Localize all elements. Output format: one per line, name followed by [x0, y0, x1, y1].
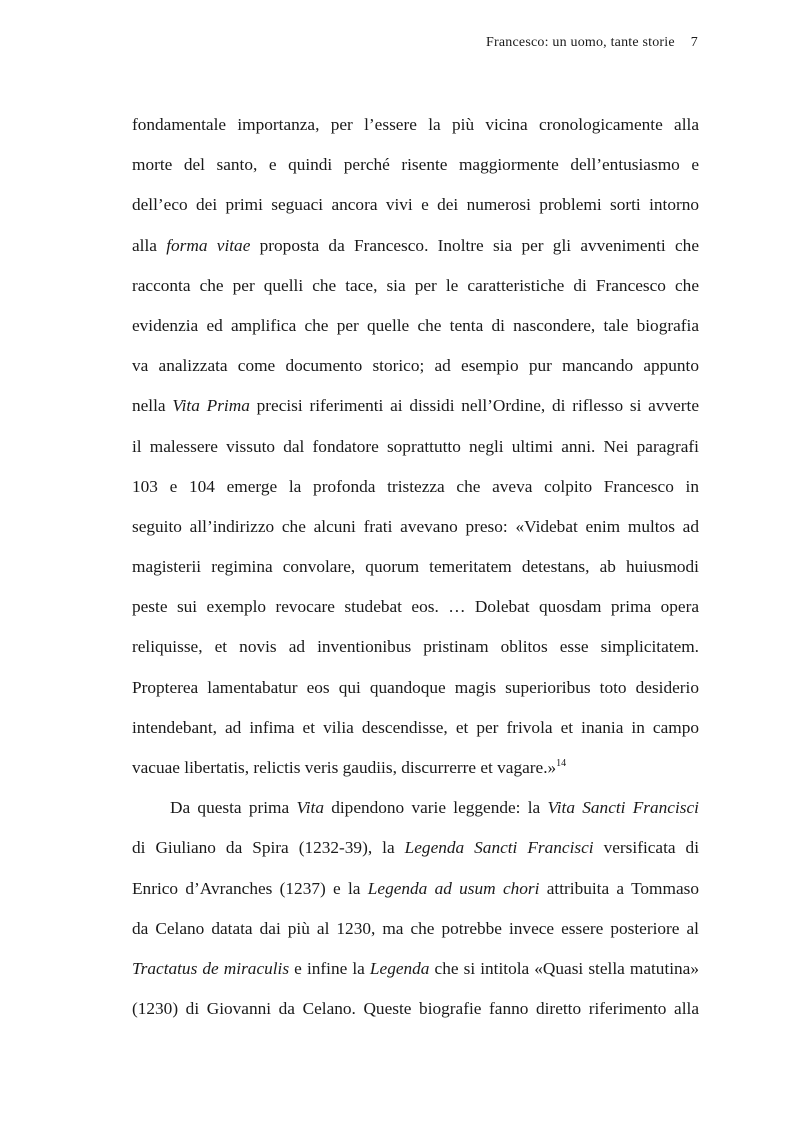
text-line: (1230) di Giovanni da Celano. Queste biografie fanno diretto riferimento alla [132, 999, 699, 1019]
italic-term: Legenda Sancti Francisci [404, 838, 594, 858]
text-line: alla forma vitae proposta da Francesco. Inoltre sia per gli avvenimenti che [132, 235, 699, 255]
text-line: evidenzia ed amplifica che per quelle che tenta di nascondere, tale biografia [132, 315, 699, 335]
text-line: seguito all’indirizzo che alcuni frati avevano preso: «Videbat enim multos ad [132, 516, 699, 536]
text-line: da Celano datata dai più al 1230, ma che potrebbe invece essere posteriore al [132, 918, 699, 938]
text-line: va analizzata come documento storico; ad esempio pur mancando appunto [132, 356, 699, 376]
text-line: Propterea lamentabatur eos qui quandoque magis superioribus toto desiderio [132, 677, 699, 697]
text-line: Enrico d’Avranches (1237) e la Legenda ad usum chori attribuita a Tommaso [132, 878, 699, 898]
text-line: nella Vita Prima precisi riferimenti ai dissidi nell’Ordine, di riflesso si avverte [132, 396, 699, 416]
text-line: Da questa prima Vita dipendono varie leggende: la Vita Sancti Francisci [170, 798, 699, 818]
text-line: magisterii regimina convolare, quorum temeritatem detestans, ab huiusmodi [132, 557, 699, 577]
paragraph-1 [132, 105, 699, 788]
running-title: Francesco: un uomo, tante storie [486, 35, 675, 50]
paragraph-2 [132, 788, 699, 1029]
italic-term: Legenda ad usum chori [367, 878, 540, 898]
text-line: 103 e 104 emerge la profonda tristezza che aveva colpito Francesco in [132, 476, 699, 496]
italic-term: Vita [296, 798, 324, 818]
text-line: fondamentale importanza, per l’essere la più vicina cronologicamente alla [132, 115, 699, 134]
text-line: morte del santo, e quindi perché risente maggiormente dell’entusiasmo e [132, 155, 699, 175]
italic-term: Vita Prima [172, 396, 250, 416]
text-line: peste sui exemplo revocare studebat eos. … Dolebat quosdam prima opera [132, 597, 699, 617]
page-number: 7 [690, 35, 698, 50]
footnote-reference[interactable]: 14 [556, 758, 567, 769]
text-line: racconta che per quelli che tace, sia per le caratteristiche di Francesco che [132, 275, 699, 295]
text-line: intendebant, ad infima et vilia descendisse, et per frivola et inania in campo [132, 717, 699, 737]
italic-term: Legenda [369, 958, 430, 978]
text-line: vacuae libertatis, relictis veris gaudiis, discurrerre et vagare.»$^{14}$ [132, 758, 567, 777]
italic-term: forma vitae [166, 235, 251, 255]
text-line: di Giuliano da Spira (1232-39), la Legenda Sancti Francisci versificata di [132, 838, 700, 858]
italic-term: Tractatus de miraculis [132, 958, 290, 978]
running-header [486, 35, 698, 51]
text-line: Tractatus de miraculis e infine la Legenda che si intitola «Quasi stella matutina» [132, 958, 699, 978]
body-text [132, 105, 699, 1029]
italic-term: Vita Sancti Francisci [547, 798, 699, 818]
text-line: reliquisse, et novis ad inventionibus pristinam oblitos esse simplicitatem. [132, 637, 699, 657]
text-line: dell’eco dei primi seguaci ancora vivi e dei numerosi problemi sorti intorno [132, 195, 699, 215]
text-line: il malessere vissuto dal fondatore soprattutto negli ultimi anni. Nei paragrafi [132, 436, 699, 456]
